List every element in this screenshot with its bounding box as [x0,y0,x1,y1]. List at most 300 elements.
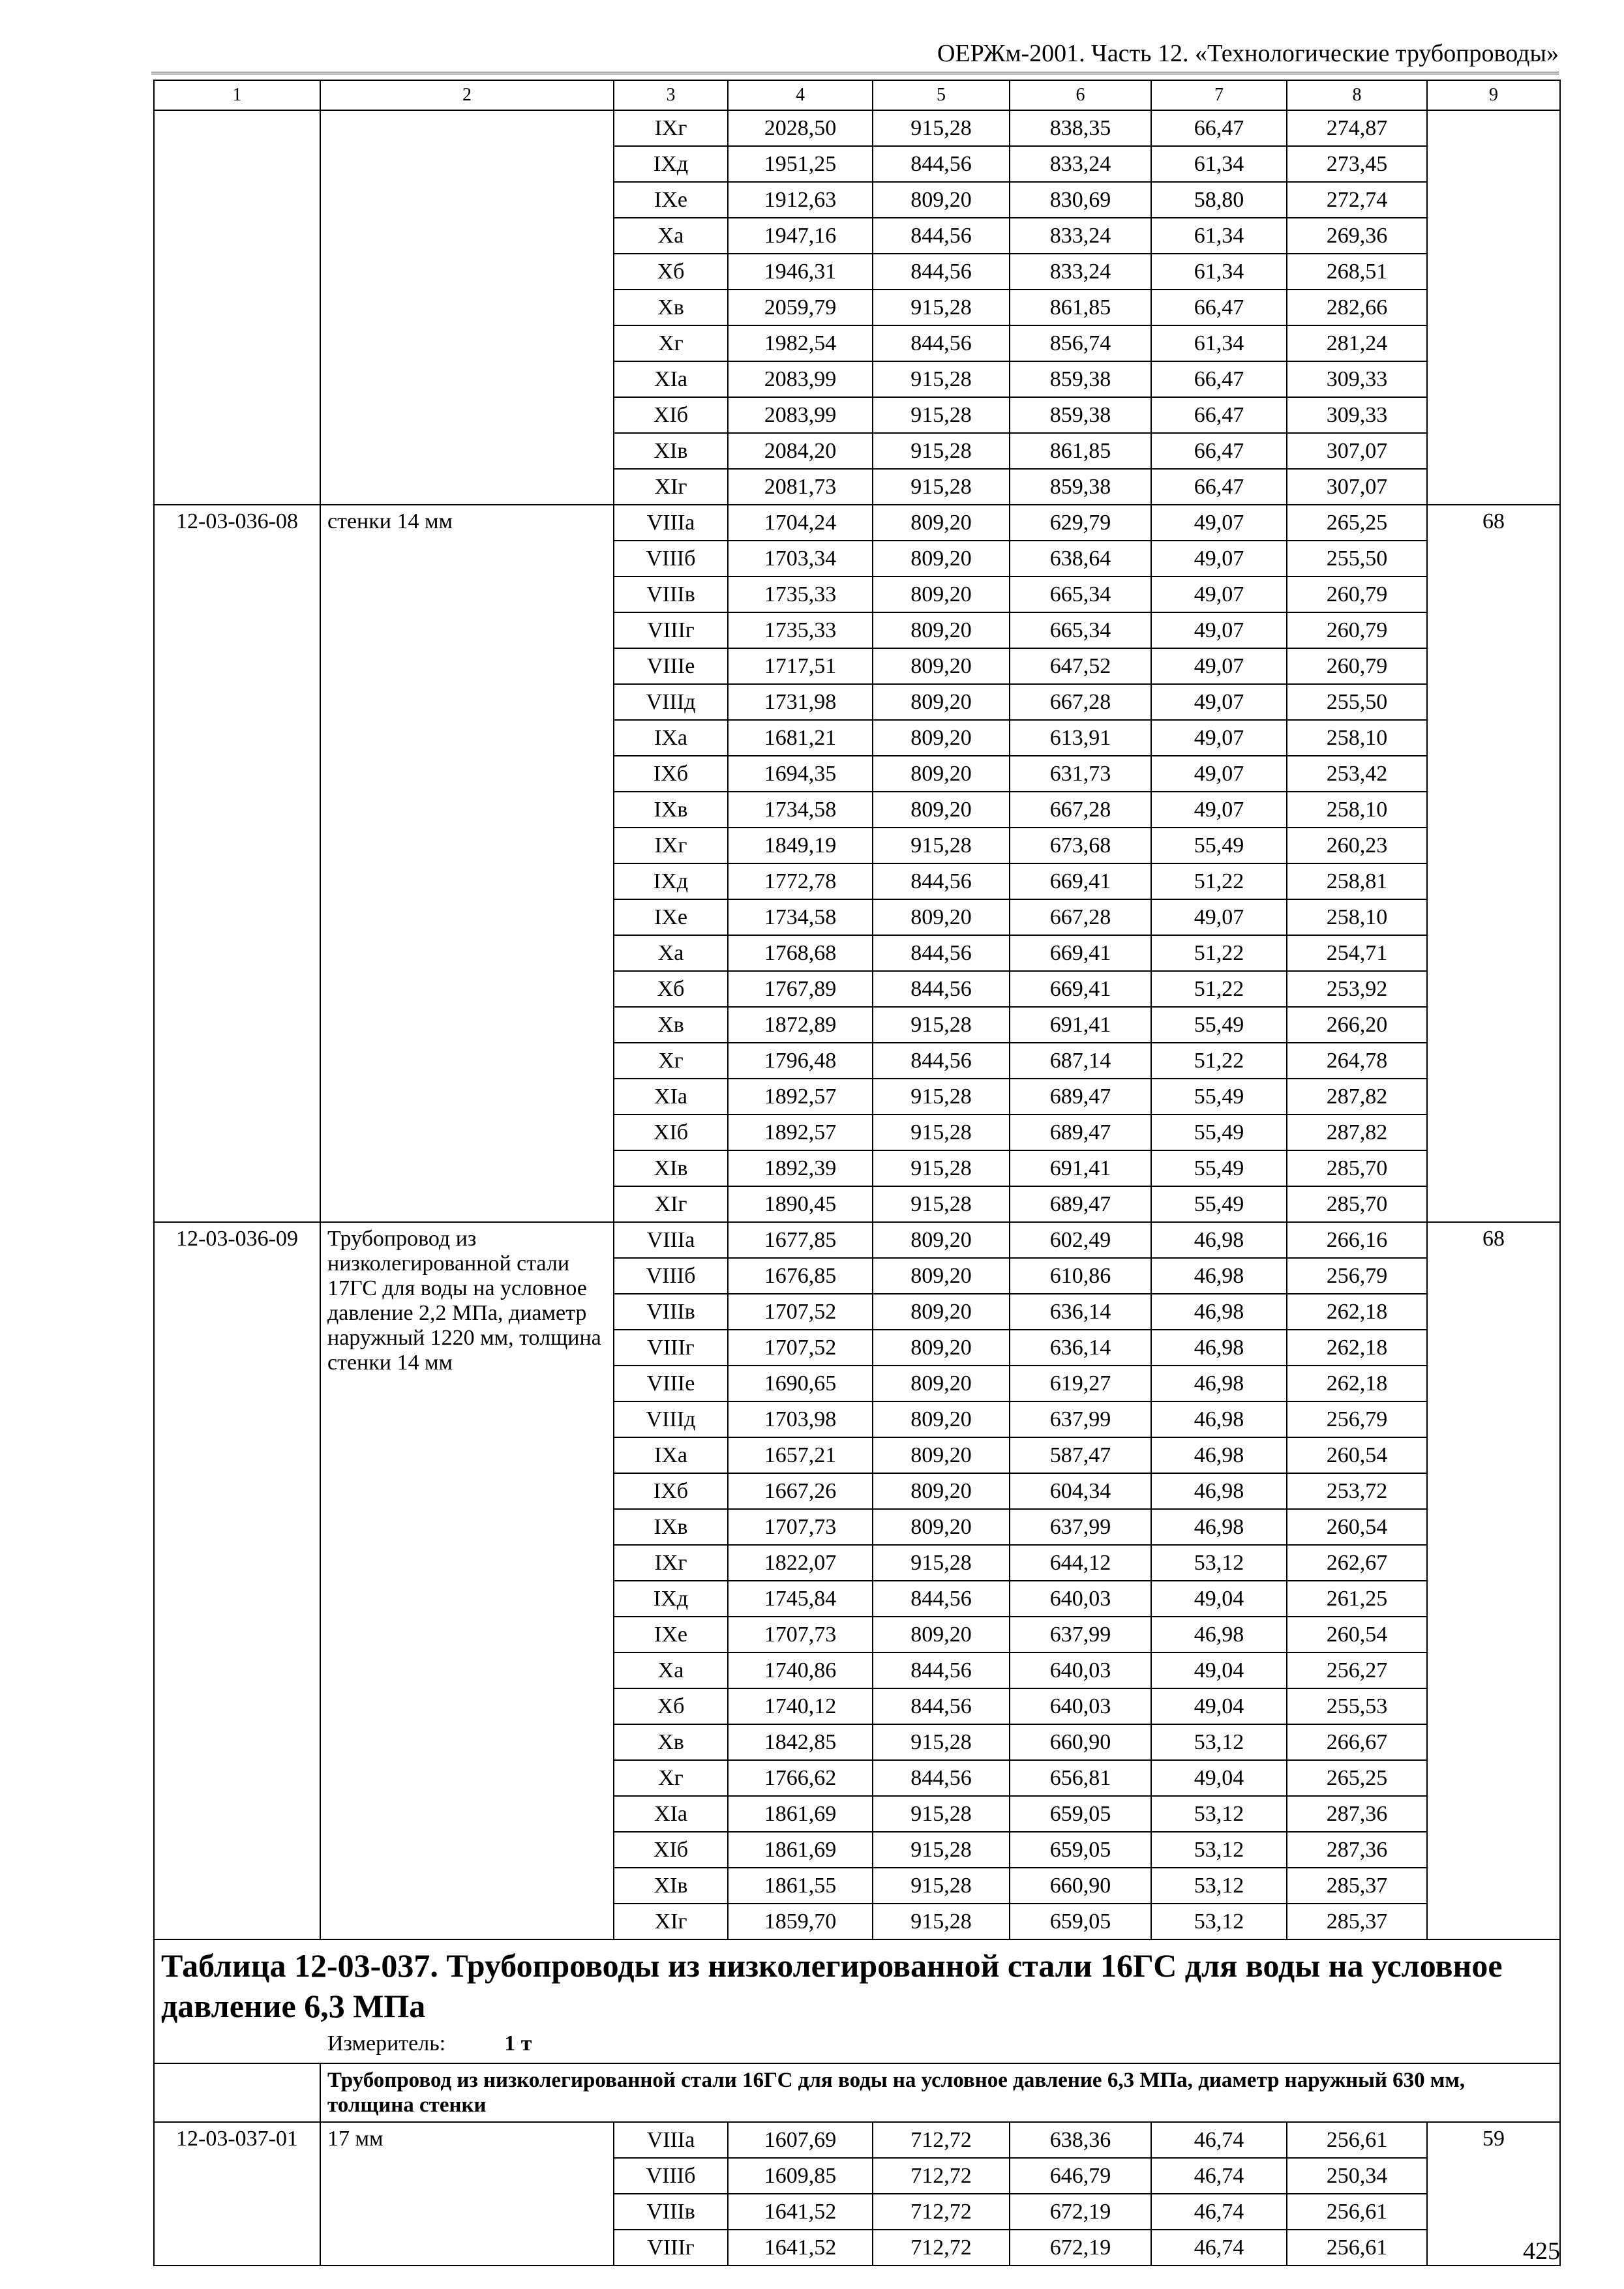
operator-wages-cell: 55,49 [1151,1115,1287,1150]
col9-cell: 59 [1427,2122,1560,2266]
total-cost-cell: 1641,52 [728,2194,873,2230]
rate-description-cell: 17 мм [320,2122,614,2266]
materials-cell: 285,37 [1287,1868,1427,1904]
operator-wages-cell: 46,98 [1151,1473,1287,1509]
wages-cell: 809,20 [873,1330,1010,1366]
materials-cell: 309,33 [1287,397,1427,433]
zone-cell: VIIIг [614,1330,728,1366]
total-cost-cell: 1667,26 [728,1473,873,1509]
wages-cell: 915,28 [873,361,1010,397]
zone-cell: VIIIв [614,2194,728,2230]
machine-cost-cell: 859,38 [1010,361,1151,397]
wages-cell: 809,20 [873,792,1010,828]
zone-cell: VIIIа [614,505,728,541]
wages-cell: 844,56 [873,1760,1010,1796]
materials-cell: 269,36 [1287,218,1427,254]
wages-cell: 844,56 [873,1653,1010,1688]
zone-cell: IXг [614,110,728,146]
total-cost-cell: 2083,99 [728,397,873,433]
wages-cell: 915,28 [873,1868,1010,1904]
materials-cell: 261,25 [1287,1581,1427,1617]
machine-cost-cell: 673,68 [1010,828,1151,863]
total-cost-cell: 1609,85 [728,2158,873,2194]
wages-cell: 809,20 [873,182,1010,218]
zone-cell: Xа [614,1653,728,1688]
operator-wages-cell: 53,12 [1151,1832,1287,1868]
total-cost-cell: 1641,52 [728,2230,873,2266]
operator-wages-cell: 51,22 [1151,971,1287,1007]
machine-cost-cell: 667,28 [1010,899,1151,935]
materials-cell: 285,70 [1287,1150,1427,1186]
col9-cell: 68 [1427,505,1560,1222]
operator-wages-cell: 61,34 [1151,254,1287,290]
materials-cell: 262,18 [1287,1366,1427,1401]
zone-cell: VIIIд [614,684,728,720]
total-cost-cell: 1946,31 [728,254,873,290]
total-cost-cell: 1657,21 [728,1437,873,1473]
operator-wages-cell: 49,07 [1151,684,1287,720]
zone-cell: IXа [614,720,728,756]
zone-cell: VIIIг [614,612,728,648]
header-rule [151,72,1559,74]
materials-cell: 254,71 [1287,935,1427,971]
zone-cell: Xв [614,1007,728,1043]
operator-wages-cell: 61,34 [1151,218,1287,254]
total-cost-cell: 1849,19 [728,828,873,863]
total-cost-cell: 1717,51 [728,648,873,684]
operator-wages-cell: 49,07 [1151,899,1287,935]
total-cost-cell: 1890,45 [728,1186,873,1222]
zone-cell: IXд [614,1581,728,1617]
operator-wages-cell: 46,74 [1151,2158,1287,2194]
total-cost-cell: 1707,52 [728,1294,873,1330]
total-cost-cell: 1676,85 [728,1258,873,1294]
rate-description-cell [320,110,614,505]
wages-cell: 915,28 [873,1796,1010,1832]
column-number: 9 [1427,80,1560,110]
materials-cell: 256,61 [1287,2194,1427,2230]
wages-cell: 809,20 [873,1509,1010,1545]
wages-cell: 915,28 [873,1079,1010,1115]
total-cost-cell: 1707,73 [728,1509,873,1545]
operator-wages-cell: 49,07 [1151,541,1287,576]
zone-cell: VIIIб [614,2158,728,2194]
zone-cell: XIа [614,1079,728,1115]
total-cost-cell: 1842,85 [728,1724,873,1760]
zone-cell: VIIIб [614,541,728,576]
wages-cell: 809,20 [873,1222,1010,1258]
zone-cell: XIб [614,1832,728,1868]
operator-wages-cell: 53,12 [1151,1545,1287,1581]
machine-cost-cell: 689,47 [1010,1186,1151,1222]
zone-cell: VIIIг [614,2230,728,2266]
operator-wages-cell: 53,12 [1151,1724,1287,1760]
table-title: Таблица 12-03-037. Трубопроводы из низколегированной стали 16ГС для воды на условное давление 6,3 МПа [161,1947,1503,2024]
subheading-row [154,2063,1560,2122]
materials-cell: 287,82 [1287,1079,1427,1115]
wages-cell: 915,28 [873,110,1010,146]
zone-cell: XIа [614,1796,728,1832]
measure-label: Измеритель: [327,2031,446,2056]
total-cost-cell: 1740,86 [728,1653,873,1688]
total-cost-cell: 2059,79 [728,290,873,325]
measure-line [161,2030,1553,2057]
operator-wages-cell: 51,22 [1151,863,1287,899]
zone-cell: IXе [614,899,728,935]
zone-cell: IXв [614,1509,728,1545]
materials-cell: 256,61 [1287,2230,1427,2266]
operator-wages-cell: 46,98 [1151,1222,1287,1258]
column-number: 6 [1010,80,1151,110]
rate-code-cell: 12-03-036-08 [154,505,320,1222]
wages-cell: 809,20 [873,648,1010,684]
zone-cell: Xг [614,325,728,361]
materials-cell: 260,79 [1287,612,1427,648]
materials-cell: 309,33 [1287,361,1427,397]
total-cost-cell: 1767,89 [728,971,873,1007]
rates-table [153,80,1561,2266]
machine-cost-cell: 656,81 [1010,1760,1151,1796]
materials-cell: 258,10 [1287,792,1427,828]
total-cost-cell: 1707,52 [728,1330,873,1366]
machine-cost-cell: 629,79 [1010,505,1151,541]
zone-cell: Xв [614,1724,728,1760]
zone-cell: Xа [614,218,728,254]
operator-wages-cell: 49,07 [1151,720,1287,756]
wages-cell: 915,28 [873,828,1010,863]
col9-cell: 68 [1427,1222,1560,1939]
total-cost-cell: 1859,70 [728,1904,873,1939]
materials-cell: 260,54 [1287,1509,1427,1545]
zone-cell: XIг [614,1904,728,1939]
column-number: 8 [1287,80,1427,110]
wages-cell: 712,72 [873,2194,1010,2230]
operator-wages-cell: 46,98 [1151,1437,1287,1473]
wages-cell: 809,20 [873,899,1010,935]
wages-cell: 915,28 [873,433,1010,469]
materials-cell: 274,87 [1287,110,1427,146]
machine-cost-cell: 659,05 [1010,1904,1151,1939]
machine-cost-cell: 619,27 [1010,1366,1151,1401]
machine-cost-cell: 861,85 [1010,290,1151,325]
wages-cell: 915,28 [873,1904,1010,1939]
wages-cell: 809,20 [873,1401,1010,1437]
page-header: ОЕРЖм-2001. Часть 12. «Технологические трубопроводы» [937,40,1559,67]
machine-cost-cell: 660,90 [1010,1868,1151,1904]
zone-cell: VIIIд [614,1401,728,1437]
wages-cell: 915,28 [873,397,1010,433]
wages-cell: 809,20 [873,541,1010,576]
wages-cell: 809,20 [873,756,1010,792]
operator-wages-cell: 49,04 [1151,1688,1287,1724]
machine-cost-cell: 659,05 [1010,1832,1151,1868]
wages-cell: 809,20 [873,1617,1010,1653]
operator-wages-cell: 53,12 [1151,1796,1287,1832]
operator-wages-cell: 46,98 [1151,1294,1287,1330]
zone-cell: IXг [614,1545,728,1581]
machine-cost-cell: 859,38 [1010,397,1151,433]
zone-cell: IXв [614,792,728,828]
total-cost-cell: 1731,98 [728,684,873,720]
total-cost-cell: 2028,50 [728,110,873,146]
zone-cell: XIб [614,397,728,433]
machine-cost-cell: 665,34 [1010,612,1151,648]
machine-cost-cell: 637,99 [1010,1509,1151,1545]
materials-cell: 256,61 [1287,2122,1427,2158]
materials-cell: 258,10 [1287,899,1427,935]
wages-cell: 809,20 [873,1366,1010,1401]
machine-cost-cell: 640,03 [1010,1653,1151,1688]
operator-wages-cell: 61,34 [1151,325,1287,361]
materials-cell: 260,79 [1287,576,1427,612]
operator-wages-cell: 49,07 [1151,648,1287,684]
subheading-spacer [154,2063,320,2122]
operator-wages-cell: 53,12 [1151,1904,1287,1939]
zone-cell: XIг [614,469,728,505]
materials-cell: 307,07 [1287,433,1427,469]
machine-cost-cell: 689,47 [1010,1079,1151,1115]
machine-cost-cell: 637,99 [1010,1401,1151,1437]
machine-cost-cell: 672,19 [1010,2194,1151,2230]
machine-cost-cell: 602,49 [1010,1222,1151,1258]
zone-cell: IXа [614,1437,728,1473]
materials-cell: 266,20 [1287,1007,1427,1043]
zone-cell: IXе [614,182,728,218]
column-number: 1 [154,80,320,110]
zone-cell: Xа [614,935,728,971]
wages-cell: 844,56 [873,254,1010,290]
section-title-row [154,1939,1560,2063]
wages-cell: 844,56 [873,863,1010,899]
zone-cell: Xг [614,1760,728,1796]
machine-cost-cell: 667,28 [1010,684,1151,720]
wages-cell: 809,20 [873,505,1010,541]
page-number: 425 [1523,2237,1560,2265]
materials-cell: 282,66 [1287,290,1427,325]
materials-cell: 307,07 [1287,469,1427,505]
materials-cell: 262,18 [1287,1330,1427,1366]
table-row [154,2122,1560,2158]
wages-cell: 915,28 [873,290,1010,325]
zone-cell: VIIIе [614,648,728,684]
materials-cell: 287,82 [1287,1115,1427,1150]
wages-cell: 712,72 [873,2230,1010,2266]
zone-cell: XIв [614,1868,728,1904]
table-row [154,110,1560,146]
materials-cell: 272,74 [1287,182,1427,218]
operator-wages-cell: 53,12 [1151,1868,1287,1904]
machine-cost-cell: 833,24 [1010,146,1151,182]
total-cost-cell: 2081,73 [728,469,873,505]
zone-cell: XIб [614,1115,728,1150]
machine-cost-cell: 638,36 [1010,2122,1151,2158]
total-cost-cell: 1694,35 [728,756,873,792]
wages-cell: 844,56 [873,1043,1010,1079]
total-cost-cell: 1796,48 [728,1043,873,1079]
rate-code-cell [154,110,320,505]
measure-value: 1 т [504,2031,532,2056]
zone-cell: IXг [614,828,728,863]
materials-cell: 253,42 [1287,756,1427,792]
wages-cell: 915,28 [873,1545,1010,1581]
machine-cost-cell: 587,47 [1010,1437,1151,1473]
machine-cost-cell: 613,91 [1010,720,1151,756]
operator-wages-cell: 66,47 [1151,397,1287,433]
total-cost-cell: 1982,54 [728,325,873,361]
materials-cell: 256,79 [1287,1401,1427,1437]
operator-wages-cell: 46,74 [1151,2230,1287,2266]
total-cost-cell: 1745,84 [728,1581,873,1617]
zone-cell: VIIIб [614,1258,728,1294]
total-cost-cell: 1861,69 [728,1796,873,1832]
column-number: 7 [1151,80,1287,110]
zone-cell: IXд [614,146,728,182]
total-cost-cell: 2084,20 [728,433,873,469]
materials-cell: 287,36 [1287,1796,1427,1832]
total-cost-cell: 1681,21 [728,720,873,756]
machine-cost-cell: 647,52 [1010,648,1151,684]
zone-cell: VIIIе [614,1366,728,1401]
machine-cost-cell: 667,28 [1010,792,1151,828]
operator-wages-cell: 49,07 [1151,756,1287,792]
wages-cell: 844,56 [873,1581,1010,1617]
materials-cell: 255,53 [1287,1688,1427,1724]
total-cost-cell: 1892,39 [728,1150,873,1186]
rate-code-cell: 12-03-037-01 [154,2122,320,2266]
zone-cell: XIа [614,361,728,397]
operator-wages-cell: 49,04 [1151,1760,1287,1796]
operator-wages-cell: 49,07 [1151,792,1287,828]
zone-cell: XIв [614,1150,728,1186]
total-cost-cell: 1735,33 [728,612,873,648]
wages-cell: 915,28 [873,1007,1010,1043]
total-cost-cell: 1690,65 [728,1366,873,1401]
total-cost-cell: 2083,99 [728,361,873,397]
column-number: 3 [614,80,728,110]
zone-cell: IXб [614,1473,728,1509]
operator-wages-cell: 46,98 [1151,1366,1287,1401]
machine-cost-cell: 640,03 [1010,1688,1151,1724]
operator-wages-cell: 49,04 [1151,1653,1287,1688]
materials-cell: 285,37 [1287,1904,1427,1939]
operator-wages-cell: 49,07 [1151,576,1287,612]
total-cost-cell: 1703,98 [728,1401,873,1437]
materials-cell: 253,92 [1287,971,1427,1007]
zone-cell: Xг [614,1043,728,1079]
materials-cell: 256,79 [1287,1258,1427,1294]
operator-wages-cell: 46,98 [1151,1258,1287,1294]
wages-cell: 712,72 [873,2122,1010,2158]
materials-cell: 262,67 [1287,1545,1427,1581]
machine-cost-cell: 637,99 [1010,1617,1151,1653]
operator-wages-cell: 49,07 [1151,505,1287,541]
operator-wages-cell: 55,49 [1151,1007,1287,1043]
operator-wages-cell: 46,74 [1151,2122,1287,2158]
wages-cell: 844,56 [873,325,1010,361]
machine-cost-cell: 856,74 [1010,325,1151,361]
total-cost-cell: 1677,85 [728,1222,873,1258]
wages-cell: 915,28 [873,1724,1010,1760]
total-cost-cell: 1766,62 [728,1760,873,1796]
materials-cell: 273,45 [1287,146,1427,182]
materials-cell: 250,34 [1287,2158,1427,2194]
operator-wages-cell: 55,49 [1151,1079,1287,1115]
machine-cost-cell: 830,69 [1010,182,1151,218]
total-cost-cell: 1734,58 [728,899,873,935]
col9-cell [1427,110,1560,505]
zone-cell: VIIIв [614,576,728,612]
materials-cell: 265,25 [1287,505,1427,541]
materials-cell: 281,24 [1287,325,1427,361]
subheading-text: Трубопровод из низколегированной стали 16ГС для воды на условное давление 6,3 МПа, диаметр наружный 630 мм, толщина стенки [320,2063,1560,2122]
total-cost-cell: 1734,58 [728,792,873,828]
rate-description-cell: Трубопровод из низколегированной стали 17ГС для воды на условное давление 2,2 МПа, диаметр наружный 1220 мм, толщина стенки 14 мм [320,1222,614,1939]
operator-wages-cell: 46,98 [1151,1401,1287,1437]
machine-cost-cell: 691,41 [1010,1007,1151,1043]
materials-cell: 266,67 [1287,1724,1427,1760]
machine-cost-cell: 640,03 [1010,1581,1151,1617]
zone-cell: Xб [614,971,728,1007]
operator-wages-cell: 66,47 [1151,290,1287,325]
machine-cost-cell: 646,79 [1010,2158,1151,2194]
machine-cost-cell: 689,47 [1010,1115,1151,1150]
total-cost-cell: 1822,07 [728,1545,873,1581]
machine-cost-cell: 659,05 [1010,1796,1151,1832]
table-row [154,505,1560,541]
operator-wages-cell: 46,74 [1151,2194,1287,2230]
materials-cell: 260,54 [1287,1437,1427,1473]
machine-cost-cell: 861,85 [1010,433,1151,469]
operator-wages-cell: 66,47 [1151,110,1287,146]
materials-cell: 266,16 [1287,1222,1427,1258]
operator-wages-cell: 49,07 [1151,612,1287,648]
operator-wages-cell: 61,34 [1151,146,1287,182]
machine-cost-cell: 669,41 [1010,935,1151,971]
total-cost-cell: 1861,55 [728,1868,873,1904]
materials-cell: 264,78 [1287,1043,1427,1079]
wages-cell: 915,28 [873,1832,1010,1868]
machine-cost-cell: 838,35 [1010,110,1151,146]
machine-cost-cell: 833,24 [1010,218,1151,254]
zone-cell: Xб [614,254,728,290]
total-cost-cell: 1772,78 [728,863,873,899]
total-cost-cell: 1892,57 [728,1079,873,1115]
zone-cell: XIв [614,433,728,469]
column-number: 2 [320,80,614,110]
materials-cell: 265,25 [1287,1760,1427,1796]
wages-cell: 844,56 [873,1688,1010,1724]
wages-cell: 844,56 [873,146,1010,182]
total-cost-cell: 1947,16 [728,218,873,254]
materials-cell: 253,72 [1287,1473,1427,1509]
materials-cell: 268,51 [1287,254,1427,290]
operator-wages-cell: 46,98 [1151,1509,1287,1545]
machine-cost-cell: 631,73 [1010,756,1151,792]
zone-cell: VIIIв [614,1294,728,1330]
machine-cost-cell: 669,41 [1010,971,1151,1007]
column-number: 4 [728,80,873,110]
wages-cell: 809,20 [873,1258,1010,1294]
wages-cell: 809,20 [873,612,1010,648]
wages-cell: 712,72 [873,2158,1010,2194]
operator-wages-cell: 51,22 [1151,935,1287,971]
operator-wages-cell: 49,04 [1151,1581,1287,1617]
machine-cost-cell: 691,41 [1010,1150,1151,1186]
wages-cell: 915,28 [873,1115,1010,1150]
materials-cell: 285,70 [1287,1186,1427,1222]
total-cost-cell: 1951,25 [728,146,873,182]
total-cost-cell: 1861,69 [728,1832,873,1868]
